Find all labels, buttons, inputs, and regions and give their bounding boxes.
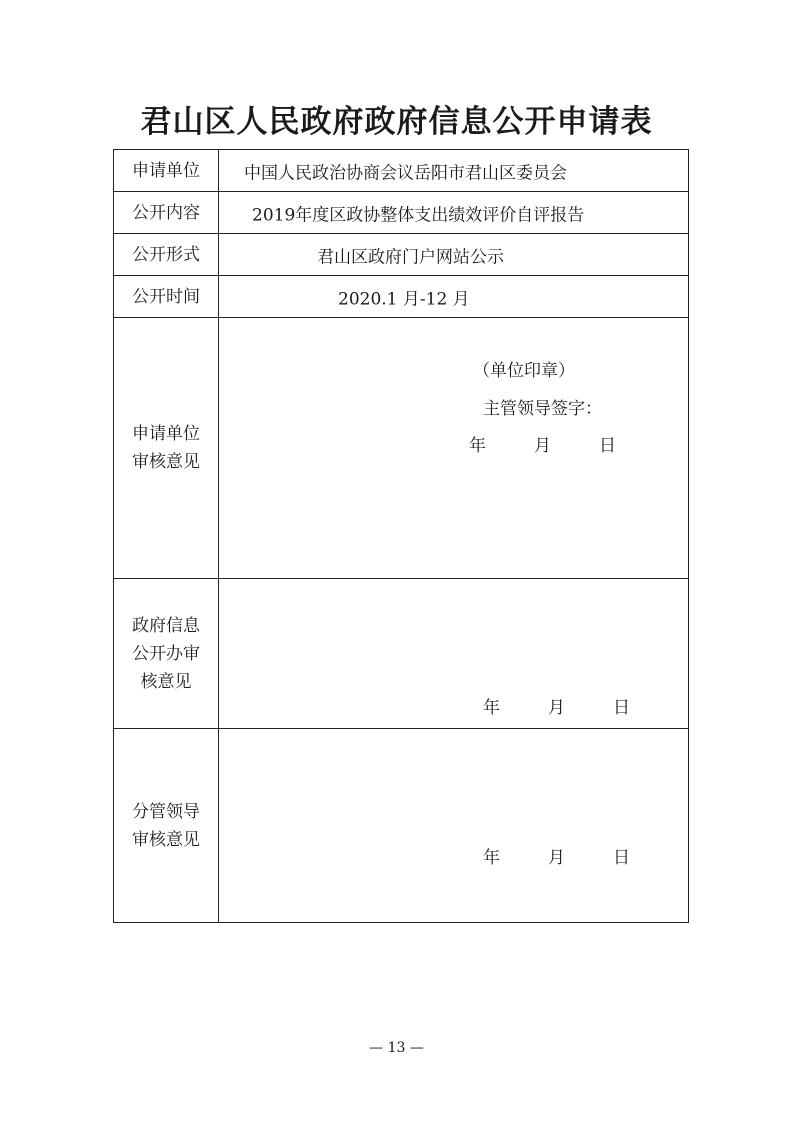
year-label: 年	[469, 436, 486, 456]
value-applicant: 中国人民政治协商会议岳阳市君山区委员会	[244, 163, 567, 183]
label-content: 公开内容	[114, 192, 219, 233]
row-applicant	[114, 150, 688, 192]
value-form: 君山区政府门户网站公示	[317, 247, 504, 267]
row-form	[114, 234, 688, 276]
leader-review-area[interactable]	[219, 729, 688, 922]
label-leader-review: 分管领导 审核意见	[114, 729, 219, 922]
row-office-review	[114, 579, 688, 729]
label-form: 公开形式	[114, 234, 219, 275]
day-label: 日	[613, 848, 630, 868]
day-label: 日	[613, 698, 630, 718]
label-office-review: 政府信息 公开办审 核意见	[114, 579, 219, 728]
month-label: 月	[548, 848, 565, 868]
page-number: — 13 —	[369, 1040, 424, 1056]
month-label: 月	[548, 698, 565, 718]
date-line	[483, 843, 643, 867]
date-line	[483, 693, 643, 717]
seal-note: （单位印章）	[473, 361, 575, 381]
page-title: 君山区人民政府政府信息公开申请表	[140, 104, 653, 140]
value-content: 2019年度区政协整体支出绩效评价自评报告	[252, 205, 585, 225]
row-leader-review	[114, 729, 688, 922]
value-time: 2020.1 月-12 月	[338, 289, 470, 309]
value-time-cell[interactable]	[219, 276, 688, 317]
row-time	[114, 276, 688, 318]
label-time: 公开时间	[114, 276, 219, 317]
month-label: 月	[534, 436, 551, 456]
date-line	[469, 431, 629, 455]
value-content-cell[interactable]	[219, 192, 688, 233]
leader-signature-label: 主管领导签字：	[483, 399, 602, 419]
value-applicant-cell[interactable]	[219, 150, 688, 191]
application-form-table	[113, 149, 689, 923]
row-applicant-review	[114, 318, 688, 579]
label-applicant: 申请单位	[114, 150, 219, 191]
applicant-review-area[interactable]	[219, 318, 688, 578]
year-label: 年	[483, 848, 500, 868]
row-content	[114, 192, 688, 234]
year-label: 年	[483, 698, 500, 718]
label-applicant-review: 申请单位 审核意见	[114, 318, 219, 578]
value-form-cell[interactable]	[219, 234, 688, 275]
office-review-area[interactable]	[219, 579, 688, 728]
day-label: 日	[599, 436, 616, 456]
